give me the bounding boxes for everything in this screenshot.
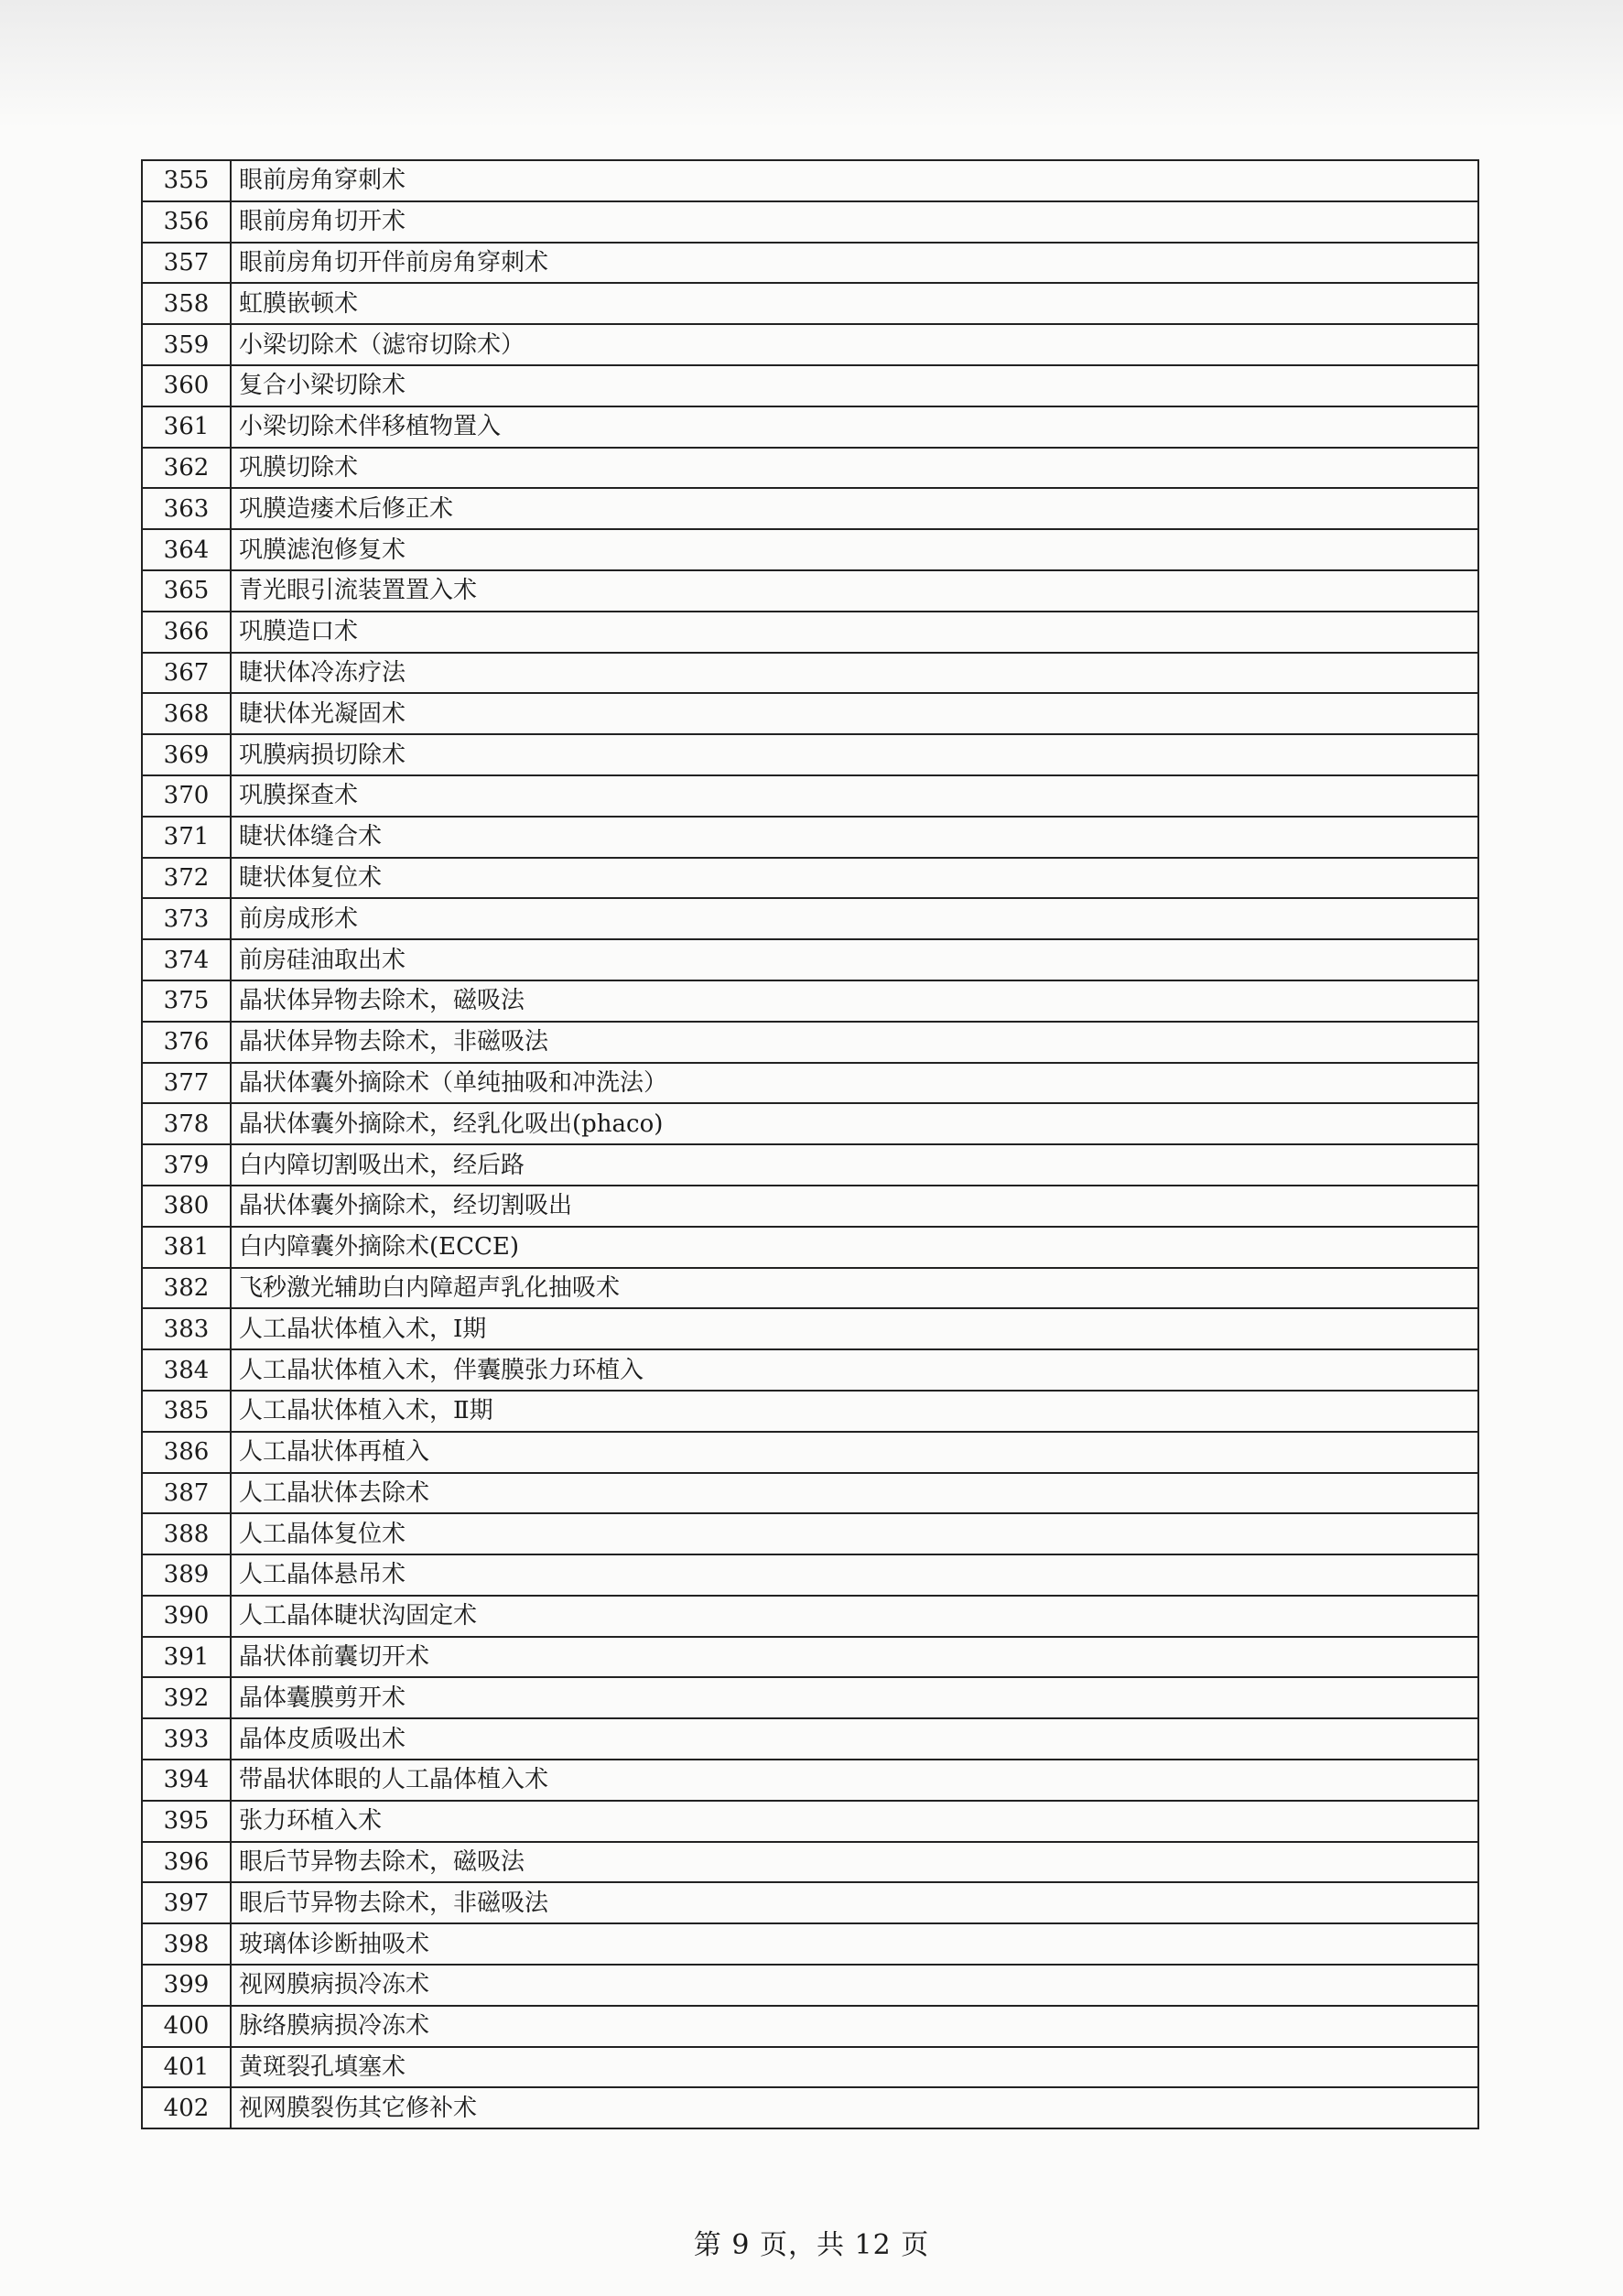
procedure-name-cell: 青光眼引流装置置入术 <box>231 570 1478 612</box>
row-number-cell: 363 <box>142 488 231 529</box>
table-row <box>142 1718 1478 1760</box>
procedure-name-cell: 睫状体冷冻疗法 <box>231 653 1478 694</box>
table-row <box>142 1268 1478 1309</box>
table-row <box>142 529 1478 570</box>
table-row <box>142 1842 1478 1883</box>
page-footer: 第 9 页，共 12 页 <box>693 2229 930 2261</box>
row-number-cell: 360 <box>142 365 231 406</box>
table-row <box>142 1103 1478 1144</box>
table-row <box>142 1554 1478 1596</box>
procedure-name-cell: 晶状体囊外摘除术（单纯抽吸和冲洗法） <box>231 1063 1478 1104</box>
row-number-cell: 374 <box>142 939 231 980</box>
row-number-cell: 393 <box>142 1718 231 1760</box>
procedure-name-cell: 睫状体复位术 <box>231 858 1478 899</box>
row-number-cell: 399 <box>142 1965 231 2006</box>
procedure-name-cell: 睫状体光凝固术 <box>231 693 1478 734</box>
row-number-cell: 362 <box>142 448 231 489</box>
row-number-cell: 359 <box>142 324 231 365</box>
table-row <box>142 653 1478 694</box>
row-number-cell: 378 <box>142 1103 231 1144</box>
table-row <box>142 365 1478 406</box>
row-number-cell: 388 <box>142 1513 231 1554</box>
table-row <box>142 1882 1478 1923</box>
table-row <box>142 775 1478 817</box>
procedure-name-cell: 虹膜嵌顿术 <box>231 283 1478 324</box>
procedure-name-cell: 带晶状体眼的人工晶体植入术 <box>231 1760 1478 1801</box>
procedure-name-cell: 眼前房角切开伴前房角穿刺术 <box>231 243 1478 284</box>
table-row <box>142 1637 1478 1678</box>
table-row <box>142 283 1478 324</box>
table-row <box>142 980 1478 1022</box>
table-row <box>142 448 1478 489</box>
procedure-name-cell: 玻璃体诊断抽吸术 <box>231 1923 1478 1965</box>
procedure-name-cell: 人工晶状体植入术，伴囊膜张力环植入 <box>231 1349 1478 1391</box>
table-row <box>142 160 1478 201</box>
row-number-cell: 369 <box>142 734 231 775</box>
row-number-cell: 386 <box>142 1432 231 1473</box>
row-number-cell: 364 <box>142 529 231 570</box>
row-number-cell: 401 <box>142 2047 231 2088</box>
table-row <box>142 1022 1478 1063</box>
row-number-cell: 397 <box>142 1882 231 1923</box>
procedure-name-cell: 张力环植入术 <box>231 1801 1478 1842</box>
row-number-cell: 391 <box>142 1637 231 1678</box>
procedure-table-body <box>142 160 1478 2128</box>
row-number-cell: 371 <box>142 817 231 858</box>
table-row <box>142 570 1478 612</box>
row-number-cell: 395 <box>142 1801 231 1842</box>
table-row <box>142 939 1478 980</box>
procedure-name-cell: 人工晶体睫状沟固定术 <box>231 1596 1478 1637</box>
procedure-name-cell: 小梁切除术伴移植物置入 <box>231 406 1478 448</box>
scan-top-shading <box>0 0 1623 128</box>
row-number-cell: 368 <box>142 693 231 734</box>
procedure-name-cell: 眼后节异物去除术，非磁吸法 <box>231 1882 1478 1923</box>
row-number-cell: 379 <box>142 1144 231 1186</box>
procedure-name-cell: 巩膜切除术 <box>231 448 1478 489</box>
table-row <box>142 1391 1478 1432</box>
table-row <box>142 201 1478 243</box>
row-number-cell: 396 <box>142 1842 231 1883</box>
procedure-name-cell: 晶状体囊外摘除术，经切割吸出 <box>231 1186 1478 1227</box>
table-row <box>142 858 1478 899</box>
procedure-name-cell: 人工晶状体再植入 <box>231 1432 1478 1473</box>
row-number-cell: 390 <box>142 1596 231 1637</box>
table-row <box>142 898 1478 939</box>
row-number-cell: 394 <box>142 1760 231 1801</box>
row-number-cell: 387 <box>142 1473 231 1514</box>
procedure-name-cell: 人工晶体复位术 <box>231 1513 1478 1554</box>
procedure-name-cell: 前房硅油取出术 <box>231 939 1478 980</box>
row-number-cell: 375 <box>142 980 231 1022</box>
table-row <box>142 1144 1478 1186</box>
row-number-cell: 385 <box>142 1391 231 1432</box>
procedure-name-cell: 晶状体前囊切开术 <box>231 1637 1478 1678</box>
row-number-cell: 384 <box>142 1349 231 1391</box>
row-number-cell: 389 <box>142 1554 231 1596</box>
row-number-cell: 373 <box>142 898 231 939</box>
procedure-table-container <box>141 159 1479 2129</box>
table-row <box>142 1677 1478 1718</box>
procedure-name-cell: 白内障囊外摘除术(ECCE) <box>231 1227 1478 1268</box>
row-number-cell: 383 <box>142 1308 231 1349</box>
table-row <box>142 693 1478 734</box>
procedure-name-cell: 巩膜造口术 <box>231 612 1478 653</box>
row-number-cell: 355 <box>142 160 231 201</box>
row-number-cell: 376 <box>142 1022 231 1063</box>
table-row <box>142 612 1478 653</box>
procedure-name-cell: 人工晶体悬吊术 <box>231 1554 1478 1596</box>
procedure-name-cell: 巩膜造瘘术后修正术 <box>231 488 1478 529</box>
table-row <box>142 1227 1478 1268</box>
table-row <box>142 324 1478 365</box>
table-row <box>142 734 1478 775</box>
table-row <box>142 2087 1478 2128</box>
row-number-cell: 382 <box>142 1268 231 1309</box>
row-number-cell: 358 <box>142 283 231 324</box>
procedure-table <box>141 159 1479 2129</box>
table-row <box>142 1063 1478 1104</box>
procedure-name-cell: 晶体囊膜剪开术 <box>231 1677 1478 1718</box>
procedure-name-cell: 眼前房角穿刺术 <box>231 160 1478 201</box>
procedure-name-cell: 人工晶状体去除术 <box>231 1473 1478 1514</box>
table-row <box>142 817 1478 858</box>
table-row <box>142 1965 1478 2006</box>
row-number-cell: 377 <box>142 1063 231 1104</box>
procedure-name-cell: 白内障切割吸出术，经后路 <box>231 1144 1478 1186</box>
row-number-cell: 370 <box>142 775 231 817</box>
row-number-cell: 402 <box>142 2087 231 2128</box>
row-number-cell: 367 <box>142 653 231 694</box>
table-row <box>142 1596 1478 1637</box>
procedure-name-cell: 晶状体囊外摘除术，经乳化吸出(phaco) <box>231 1103 1478 1144</box>
table-row <box>142 1513 1478 1554</box>
table-row <box>142 1473 1478 1514</box>
procedure-name-cell: 飞秒激光辅助白内障超声乳化抽吸术 <box>231 1268 1478 1309</box>
row-number-cell: 361 <box>142 406 231 448</box>
procedure-name-cell: 人工晶状体植入术，Ⅱ期 <box>231 1391 1478 1432</box>
procedure-name-cell: 巩膜滤泡修复术 <box>231 529 1478 570</box>
procedure-name-cell: 晶体皮质吸出术 <box>231 1718 1478 1760</box>
procedure-name-cell: 前房成形术 <box>231 898 1478 939</box>
row-number-cell: 372 <box>142 858 231 899</box>
row-number-cell: 356 <box>142 201 231 243</box>
procedure-name-cell: 眼后节异物去除术，磁吸法 <box>231 1842 1478 1883</box>
table-row <box>142 1432 1478 1473</box>
procedure-name-cell: 黄斑裂孔填塞术 <box>231 2047 1478 2088</box>
table-row <box>142 243 1478 284</box>
procedure-name-cell: 复合小梁切除术 <box>231 365 1478 406</box>
row-number-cell: 366 <box>142 612 231 653</box>
row-number-cell: 398 <box>142 1923 231 1965</box>
procedure-name-cell: 眼前房角切开术 <box>231 201 1478 243</box>
procedure-name-cell: 晶状体异物去除术，非磁吸法 <box>231 1022 1478 1063</box>
procedure-name-cell: 视网膜病损冷冻术 <box>231 1965 1478 2006</box>
procedure-name-cell: 巩膜病损切除术 <box>231 734 1478 775</box>
procedure-name-cell: 视网膜裂伤其它修补术 <box>231 2087 1478 2128</box>
row-number-cell: 365 <box>142 570 231 612</box>
table-row <box>142 1923 1478 1965</box>
procedure-name-cell: 晶状体异物去除术，磁吸法 <box>231 980 1478 1022</box>
table-row <box>142 1308 1478 1349</box>
row-number-cell: 357 <box>142 243 231 284</box>
table-row <box>142 1186 1478 1227</box>
table-row <box>142 2006 1478 2047</box>
row-number-cell: 381 <box>142 1227 231 1268</box>
table-row <box>142 1349 1478 1391</box>
procedure-name-cell: 睫状体缝合术 <box>231 817 1478 858</box>
procedure-name-cell: 巩膜探查术 <box>231 775 1478 817</box>
procedure-name-cell: 人工晶状体植入术，Ⅰ期 <box>231 1308 1478 1349</box>
table-row <box>142 488 1478 529</box>
row-number-cell: 400 <box>142 2006 231 2047</box>
table-row <box>142 1760 1478 1801</box>
procedure-name-cell: 小梁切除术（滤帘切除术） <box>231 324 1478 365</box>
table-row <box>142 2047 1478 2088</box>
row-number-cell: 392 <box>142 1677 231 1718</box>
table-row <box>142 406 1478 448</box>
procedure-name-cell: 脉络膜病损冷冻术 <box>231 2006 1478 2047</box>
table-row <box>142 1801 1478 1842</box>
row-number-cell: 380 <box>142 1186 231 1227</box>
